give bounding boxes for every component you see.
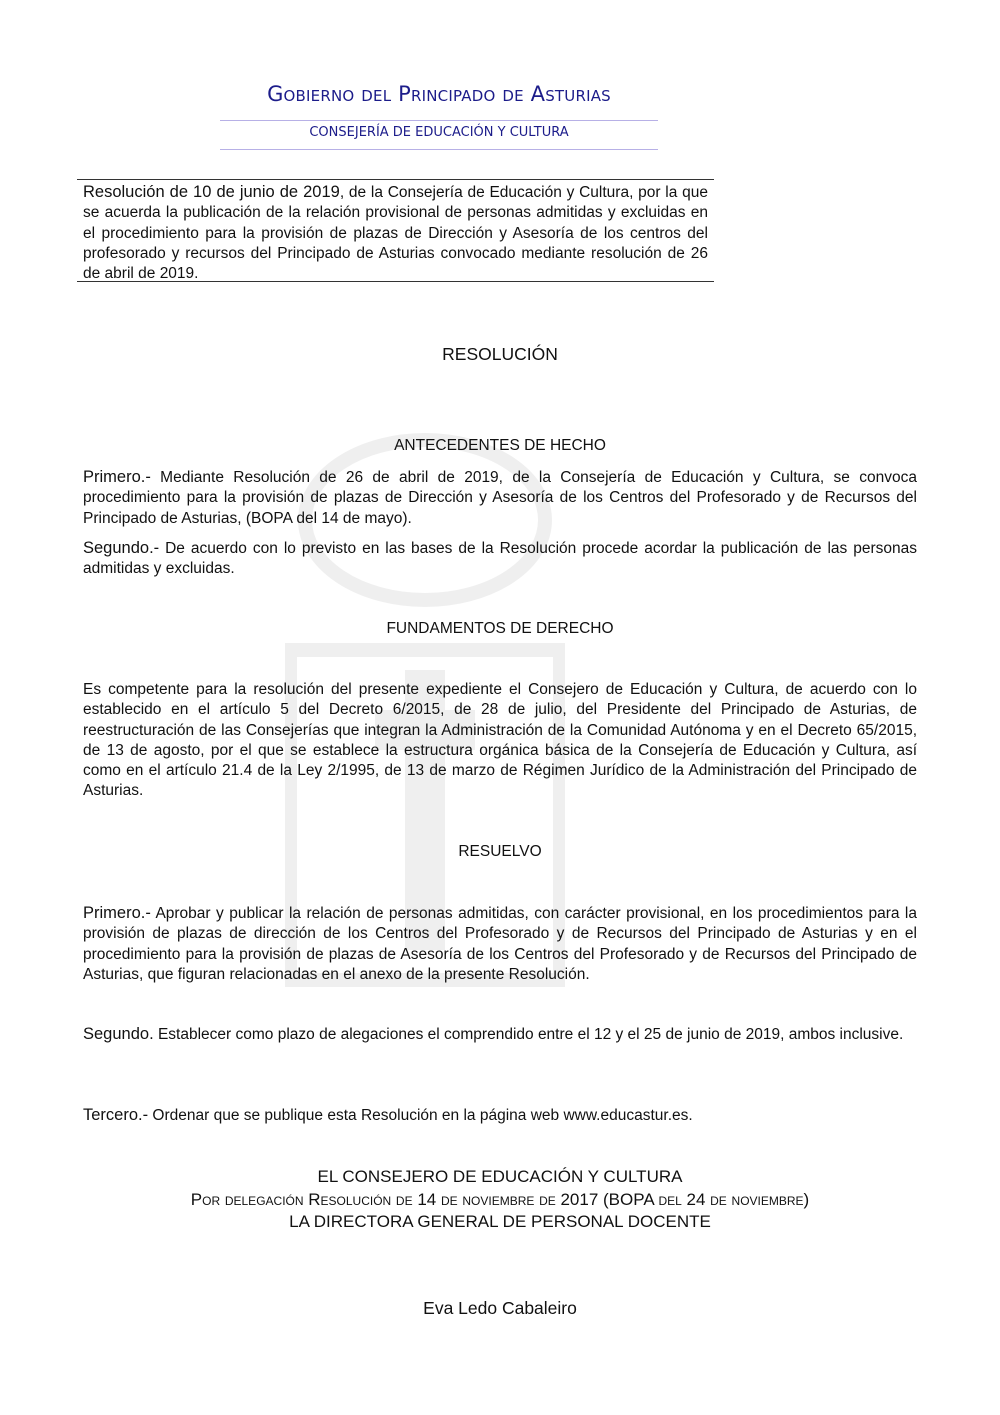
antecedentes-primero: Primero.- Mediante Resolución de 26 de abril de 2019, de la Consejería de Educación y Cultura, se convoca procedimiento para la provisión de plazas de Dirección y Asesoría de los Centros del Profesorado y de Recursos del Principado de Asturias, (BOPA del 14 de mayo).: [83, 468, 917, 527]
resuelvo-heading: RESUELVO: [458, 843, 542, 860]
resolution-heading: RESOLUCIÓN: [442, 344, 558, 364]
signature-line2: Por delegación Resolución de 14 de noviembre de 2017 (BOPA del 24 de noviembre): [190, 1189, 810, 1209]
header-divider: [220, 149, 658, 150]
resuelvo-primero: Primero.- Aprobar y publicar la relación de personas admitidas, con carácter provisional, en los procedimientos para la provisión de plazas de dirección de los Centros del Profesorado y de Recursos del Principado de Asturias y en el procedimiento para la provisión de plazas de Asesoría de los Centros del Profesorado y de Recursos del Principado de Asturias, que figuran relacionadas en el anexo de la presente Resolución.: [83, 904, 917, 983]
antecedentes-heading: ANTECEDENTES DE HECHO: [394, 437, 606, 454]
signature-line3: LA DIRECTORA GENERAL DE PERSONAL DOCENTE: [289, 1212, 711, 1231]
title-text: , de la Consejería de Educación y Cultura, por la que se acuerda la publicación de la relación provisional de personas admitidas y excluidas en el procedimiento para la provisión de plazas de Dirección y Asesoría de los centros del profesorado y recursos del Principado de Asturias convocado mediante resolución de 26 de abril de 2019.: [83, 184, 708, 283]
antecedentes-segundo: Segundo.- De acuerdo con lo previsto en las bases de la Resolución procede acordar la publicación de las personas admitidas y excluidas.: [83, 539, 917, 578]
title-lead: Resolución de 10 de junio de 2019: [83, 183, 340, 201]
government-title: Gobierno del Principado de Asturias: [267, 82, 611, 106]
signature-block: [0, 1166, 1000, 1234]
signer-name: Eva Ledo Cabaleiro: [423, 1298, 577, 1318]
resuelvo-segundo: Segundo. Establecer como plazo de alegaciones el comprendido entre el 12 y el 25 de junio de 2019, ambos inclusive.: [83, 1025, 904, 1043]
department-title: CONSEJERÍA DE EDUCACIÓN Y CULTURA: [309, 125, 569, 140]
resolution-title-box: [77, 179, 714, 282]
fundamentos-text: Es competente para la resolución del presente expediente el Consejero de Educación y Cultura, de acuerdo con lo establecido en el artículo 5 del Decreto 6/2015, de 28 de julio, del Presidente del Principado de Asturias, de reestructuración de las Consejerías que integran la Administración de la Comunidad Autónoma y en el Decreto 65/2015, de 13 de agosto, por el que se establece la estructura orgánica básica de la Consejería de Educación y Cultura, así como en el artículo 21.4 de la Ley 2/1995, de 13 de marzo de Régimen Jurídico de la Administración del Principado de Asturias.: [83, 681, 917, 800]
header-divider: [220, 120, 658, 121]
fundamentos-heading: FUNDAMENTOS DE DERECHO: [386, 620, 614, 637]
resuelvo-tercero: Tercero.- Ordenar que se publique esta Resolución en la página web www.educastur.es.: [83, 1106, 693, 1124]
signature-line1: EL CONSEJERO DE EDUCACIÓN Y CULTURA: [317, 1167, 683, 1186]
